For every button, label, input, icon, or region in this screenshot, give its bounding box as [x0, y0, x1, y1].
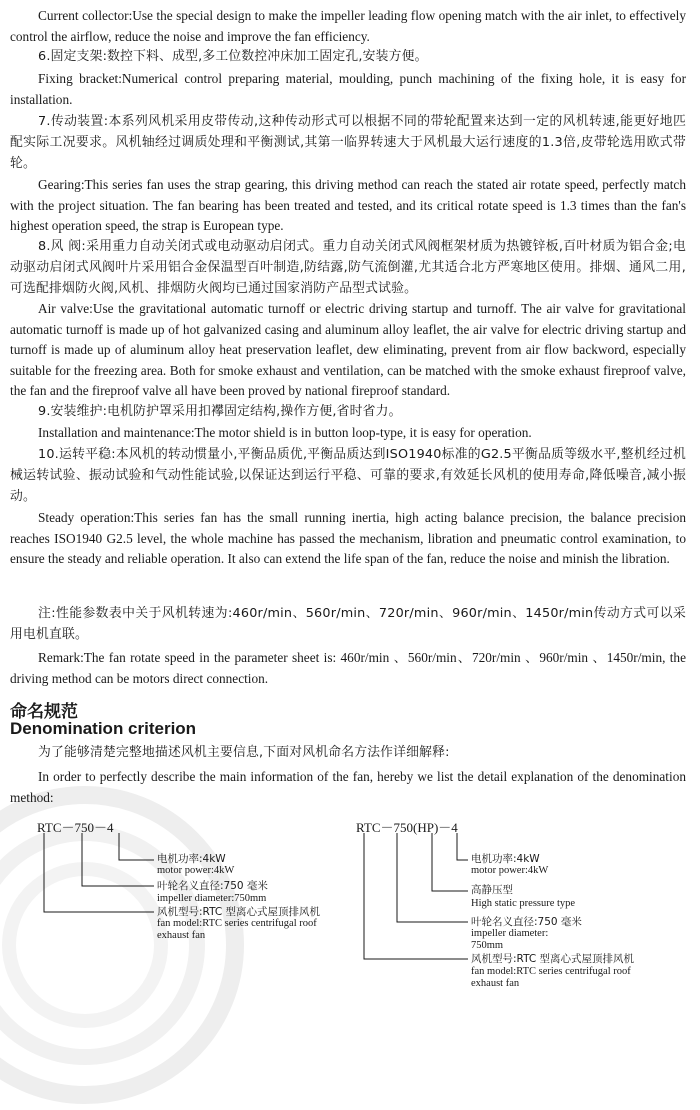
motor-power-en-left: motor power:4kW [157, 865, 235, 876]
paragraph-steady-cn: 10.运转平稳:本风机的转动惯量小,平衡品质优,平衡品质达到ISO1940标准的G2.5平衡品质等级水平,整机经过机械运转试验、振动试验和气动性能试验,以保证达到运行平稳、可靠的要求,有效延长风机的使用寿命,降低噪音,减小振动。 [10, 447, 686, 504]
paragraph-gearing-en: Gearing:This series fan uses the strap gearing, this driving method can reach the stated air rotate speed, perfectly match with the project situation. The fan bearing has been treated and tested, and its critical rotate speed is 1.3 times than the fan's highest operation speed, the strap is European type. [10, 177, 686, 233]
leader-impeller-right [397, 833, 468, 922]
impeller-cn-left: 叶轮名义直径:750 毫米 [157, 880, 268, 892]
paragraph-air-valve-en: Air valve:Use the gravitational automatic turnoff or electric driving startup and turnoff. The air valve for gravitational automatic turnoff is made up of hot galvanized casing and aluminum alloy leaflet, the air valve for electric driving startup and turnoff is made up of aluminum alloy heat preservation leaflet, dew eliminating, prevent from air flow backword, especially suitable for the freezing area. Both for smoke exhaust and ventilation, can be matched with the smoke exhaust fireproof valve, the fan and the fireproof valve all have been proved by national fireproof standard. [10, 301, 686, 398]
fan-model-en2-left: exhaust fan [157, 930, 206, 941]
fan-model-cn-right: 风机型号:RTC 型离心式屋顶排风机 [471, 953, 635, 965]
impeller-en2-right: 750mm [471, 940, 504, 951]
leader-impeller-left [82, 833, 154, 886]
motor-power-en-right: motor power:4kW [471, 865, 549, 876]
motor-power-cn-right: 电机功率:4kW [471, 853, 540, 865]
leader-model-left [44, 833, 154, 912]
paragraph-air-valve-cn: 8.风 阀:采用重力自动关闭式或电动驱动启闭式。重力自动关闭式风阀框架材质为热镀锌板,百叶材质为铝合金;电动驱动启闭式风阀叶片采用铝合金保温型百叶制造,防结露,防气流倒灌,尤其适合北方严寒地区使用。排烟、通风二用,可选配排烟防火阀,风机、排烟防火阀均已通过国家消防产品型式试验。 [10, 239, 686, 296]
fan-model-en1-right: fan model:RTC series centrifugal roof [471, 966, 631, 977]
paragraph-fixing-bracket-cn: 6.固定支架:数控下料、成型,多工位数控冲床加工固定孔,安装方便。 [38, 49, 428, 64]
paragraph-intro-cn: 为了能够清楚完整地描述风机主要信息,下面对风机命名方法作详细解释: [38, 745, 450, 760]
paragraph-intro-en: In order to perfectly describe the main information of the fan, hereby we list the detail explanation of the denomination method: [10, 769, 686, 805]
section-title-en: Denomination criterion [10, 719, 197, 738]
impeller-en-left: impeller diameter:750mm [157, 893, 267, 904]
paragraph-current-collector: Current collector:Use the special design to make the impeller leading flow opening match with the air inlet, to effectively control the airflow, reduce the noise and improve the fan efficiency. [10, 8, 686, 44]
fan-model-cn-left: 风机型号:RTC 型离心式屋顶排风机 [157, 906, 321, 918]
model-code-right: RTC－750(HP)－4 [356, 820, 458, 835]
leader-hp-right [432, 833, 468, 891]
paragraph-remark-en: Remark:The fan rotate speed in the parameter sheet is: 460r/min 、560r/min、720r/min 、960r/min 、1450r/min, the driving method can be motors direct connection. [10, 650, 686, 686]
paragraph-fixing-bracket-en: Fixing bracket:Numerical control preparing material, moulding, punch machining of the fixing hole, it is easy for installation. [10, 71, 686, 107]
fan-model-en2-right: exhaust fan [471, 978, 520, 989]
paragraph-installation-en: Installation and maintenance:The motor shield is in button loop-type, it is easy for operation. [38, 425, 532, 440]
fan-model-en1-left: fan model:RTC series centrifugal roof [157, 918, 317, 929]
paragraph-gearing-cn: 7.传动装置:本系列风机采用皮带传动,这种传动形式可以根据不同的带轮配置来达到一定的风机转速,能更好地匹配实际工况要求。风机轴经过调质处理和平衡测试,其第一临界转速大于风机最大运行速度的1.3倍,皮带轮选用欧式带轮。 [10, 114, 686, 171]
impeller-en1-right: impeller diameter: [471, 928, 549, 939]
leader-motor-left [119, 833, 154, 860]
leader-model-right [364, 833, 468, 959]
paragraph-remark-cn: 注:性能参数表中关于风机转速为:460r/min、560r/min、720r/min、960r/min、1450r/min传动方式可以采用电机直联。 [10, 606, 686, 642]
section-title-cn: 命名规范 [10, 702, 78, 722]
motor-power-cn-left: 电机功率:4kW [157, 853, 226, 865]
model-code-left: RTC－750－4 [37, 820, 114, 835]
leader-motor-right [457, 833, 468, 860]
high-pressure-cn-right: 高静压型 [471, 884, 513, 896]
high-pressure-en-right: High static pressure type [471, 898, 576, 909]
paragraph-steady-en: Steady operation:This series fan has the small running inertia, high acting balance precision, the balance precision reaches ISO1940 G2.5 level, the whole machine has passed the mechanism, libration and pneumatic control examination, to ensure the steady and reliable operation. It also can extend the life span of the fan, reduce the noise and minish the libration. [10, 510, 686, 566]
paragraph-installation-cn: 9.安装维护:电机防护罩采用扣襻固定结构,操作方便,省时省力。 [38, 404, 402, 419]
impeller-cn-right: 叶轮名义直径:750 毫米 [471, 916, 582, 928]
